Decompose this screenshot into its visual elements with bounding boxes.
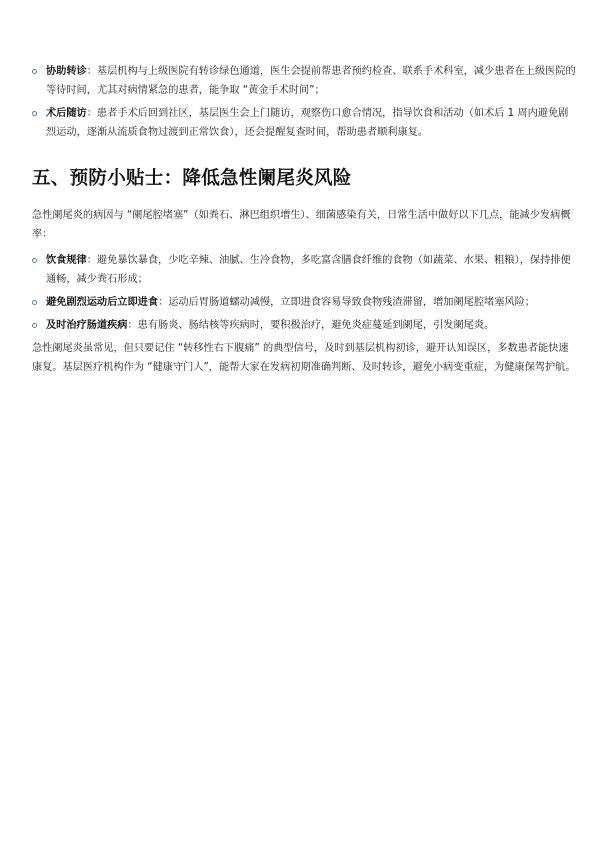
list-item (32, 293, 578, 312)
list-item-text: ：患有肠炎、肠结核等疾病时，要积极治疗，避免炎症蔓延到阑尾，引发阑尾炎。 (127, 320, 495, 331)
list-item-term: 及时治疗肠道疾病 (46, 320, 128, 331)
section-intro: 急性阑尾炎的病因与 “阑尾腔堵塞”（如粪石、淋巴组织增生）、细菌感染有关，日常生活中做好以下几点，能减少发病概率： (32, 210, 571, 240)
list-item-text: ：患者手术后回到社区，基层医生会上门随访，观察伤口愈合情况，指导饮食和活动（如术后 1 周内避免剧烈运动，逐渐从流质食物过渡到正常饮食），还会提醒复查时间，帮助患者顺利康复。 (46, 108, 569, 138)
list-item-text: ：运动后胃肠道蠕动减慢，立即进食容易导致食物残渣滞留，增加阑尾腔堵塞风险； (158, 297, 535, 308)
conclusion-paragraph: 急性阑尾炎虽常见，但只要记住 “转移性右下腹痛” 的典型信号，及时到基层机构初诊，避开认知误区，多数患者能快速康复。基层医疗机构作为 “健康守门人”，能帮大家在发病初期准确判断、及时转诊，避免小病变重症，为健康保驾护航。 (32, 343, 576, 373)
bullet-circle-icon (32, 323, 37, 328)
list-item (32, 104, 578, 142)
page-content (32, 62, 578, 384)
list-item (32, 251, 578, 289)
list-item-term: 术后随访 (46, 108, 87, 119)
bullet-circle-icon (32, 300, 37, 305)
list-item (32, 316, 578, 335)
list-item-term: 避免剧烈运动后立即进食 (46, 297, 159, 308)
list-item-text: ：基层机构与上级医院有转诊绿色通道，医生会提前帮患者预约检查、联系手术科室，减少患者在上级医院的等待时间，尤其对病情紧急的患者，能争取 “黄金手术时间”； (46, 66, 576, 96)
bullet-circle-icon (32, 258, 37, 263)
list-item-term: 饮食规律 (46, 255, 87, 266)
list-item-term: 协助转诊 (46, 66, 87, 77)
section-heading: 五、预防小贴士：降低急性阑尾炎风险 (32, 168, 352, 189)
bullet-circle-icon (32, 69, 37, 74)
list-item (32, 62, 578, 100)
prevention-tips-list (32, 251, 578, 335)
bullet-circle-icon (32, 111, 37, 116)
list-item-text: ：避免暴饮暴食，少吃辛辣、油腻、生冷食物，多吃富含膳食纤维的食物（如蔬菜、水果、粗粮），保持排便通畅，减少粪石形成； (46, 255, 571, 285)
referral-followup-list (32, 62, 578, 142)
